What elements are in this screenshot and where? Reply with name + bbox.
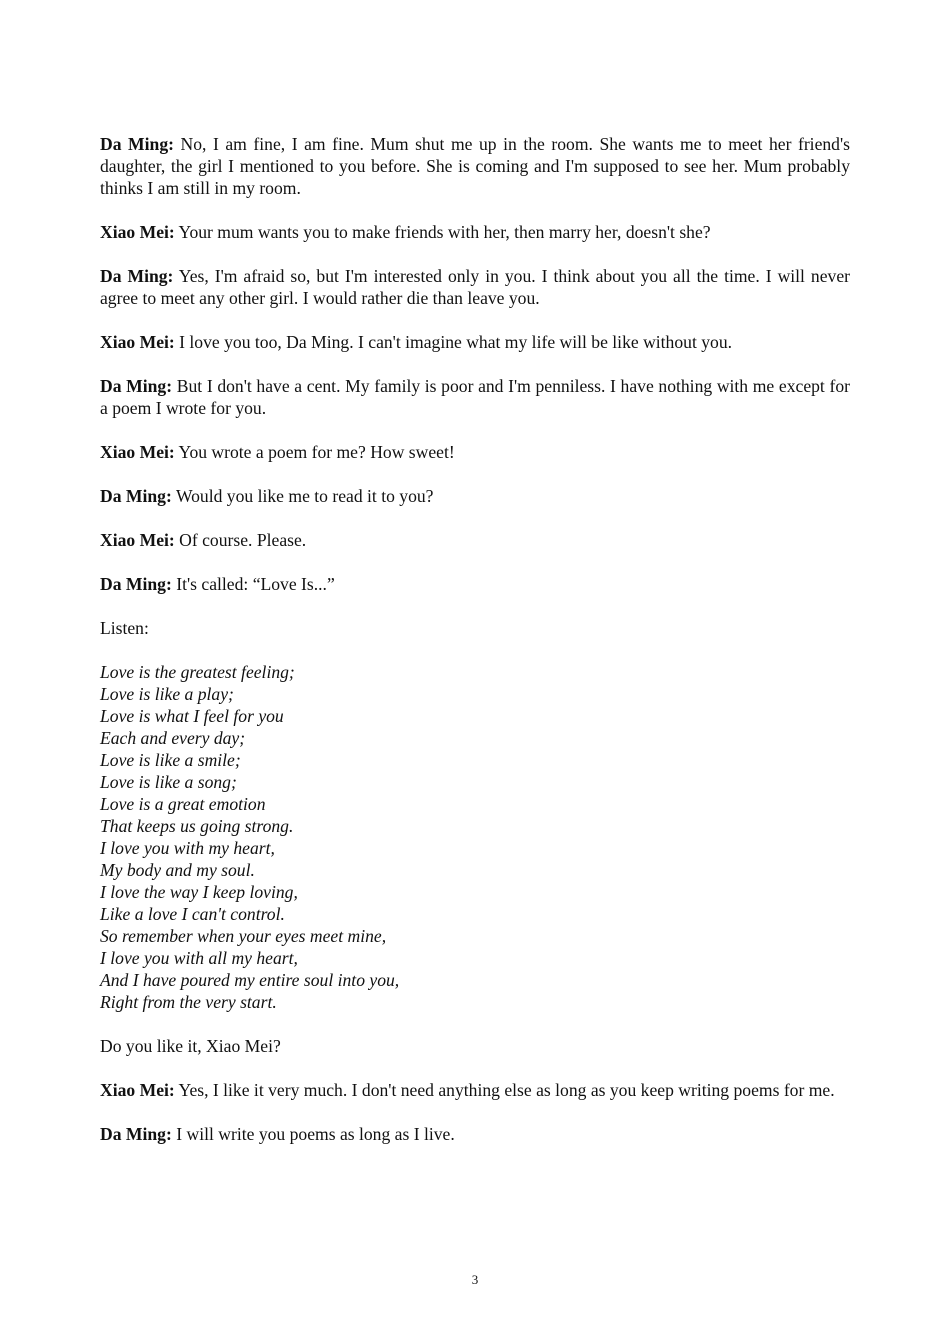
dialogue-line	[100, 375, 850, 419]
speaker-name: Xiao Mei:	[100, 332, 175, 352]
dialogue-text: I love you too, Da Ming. I can't imagine what my life will be like without you.	[179, 332, 733, 352]
poem-line: My body and my soul.	[100, 860, 255, 880]
dialogue-line	[100, 529, 850, 551]
dialogue-line	[100, 265, 850, 309]
poem-line: Right from the very start.	[100, 992, 277, 1012]
dialogue-line	[100, 1079, 850, 1101]
speaker-name: Da Ming:	[100, 266, 174, 286]
poem-line: And I have poured my entire soul into you,	[100, 970, 400, 990]
poem-line: Love is what I feel for you	[100, 706, 284, 726]
dialogue-line	[100, 441, 850, 463]
dialogue-line	[100, 133, 850, 199]
poem-line: Love is like a song;	[100, 772, 237, 792]
dialogue-text: Would you like me to read it to you?	[175, 486, 434, 506]
speaker-name: Da Ming:	[100, 134, 174, 154]
poem-line: Like a love I can't control.	[100, 904, 285, 924]
dialogue-text: You wrote a poem for me? How sweet!	[178, 442, 455, 462]
dialogue-line	[100, 331, 850, 353]
speaker-name: Da Ming:	[100, 574, 172, 594]
document-page	[100, 133, 850, 1167]
dialogue-line	[100, 221, 850, 243]
question-line: Do you like it, Xiao Mei?	[100, 1036, 281, 1056]
dialogue-text: It's called: “Love Is...”	[176, 574, 335, 594]
dialogue-text: I will write you poems as long as I live.	[176, 1124, 455, 1144]
speaker-name: Xiao Mei:	[100, 530, 175, 550]
speaker-name: Xiao Mei:	[100, 222, 175, 242]
dialogue-text: Of course. Please.	[179, 530, 307, 550]
dialogue-line	[100, 485, 850, 507]
poem-line: So remember when your eyes meet mine,	[100, 926, 387, 946]
dialogue-text: Yes, I like it very much. I don't need anything else as long as you keep writing poems for me.	[178, 1080, 835, 1100]
dialogue-text: But I don't have a cent. My family is poor and I'm penniless. I have nothing with me except for a poem I wrote for you.	[100, 376, 850, 418]
speaker-name: Da Ming:	[100, 1124, 172, 1144]
speaker-name: Xiao Mei:	[100, 442, 175, 462]
poem-line: Love is a great emotion	[100, 794, 266, 814]
page-number: 3	[471, 1272, 479, 1287]
poem-line: I love you with my heart,	[100, 838, 275, 858]
poem-line: That keeps us going strong.	[100, 816, 294, 836]
poem	[100, 661, 850, 1013]
poem-line: Each and every day;	[100, 728, 246, 748]
poem-line: Love is like a smile;	[100, 750, 241, 770]
dialogue-line	[100, 1123, 850, 1145]
dialogue-text: No, I am fine, I am fine. Mum shut me up in the room. She wants me to meet her friend's daughter, the girl I mentioned to you before. She is coming and I'm supposed to see her. Mum probably thinks I am still in my room.	[100, 134, 850, 198]
speaker-name: Da Ming:	[100, 376, 173, 396]
speaker-name: Da Ming:	[100, 486, 172, 506]
poem-line: Love is the greatest feeling;	[100, 662, 295, 682]
poem-line: I love the way I keep loving,	[100, 882, 298, 902]
poem-line: I love you with all my heart,	[100, 948, 298, 968]
speaker-name: Xiao Mei:	[100, 1080, 175, 1100]
dialogue-text: Your mum wants you to make friends with her, then marry her, doesn't she?	[178, 222, 711, 242]
dialogue-line	[100, 573, 850, 595]
listen-line: Listen:	[100, 618, 149, 638]
dialogue-text: Yes, I'm afraid so, but I'm interested only in you. I think about you all the time. I will never agree to meet any other girl. I would rather die than leave you.	[100, 266, 850, 308]
poem-line: Love is like a play;	[100, 684, 234, 704]
